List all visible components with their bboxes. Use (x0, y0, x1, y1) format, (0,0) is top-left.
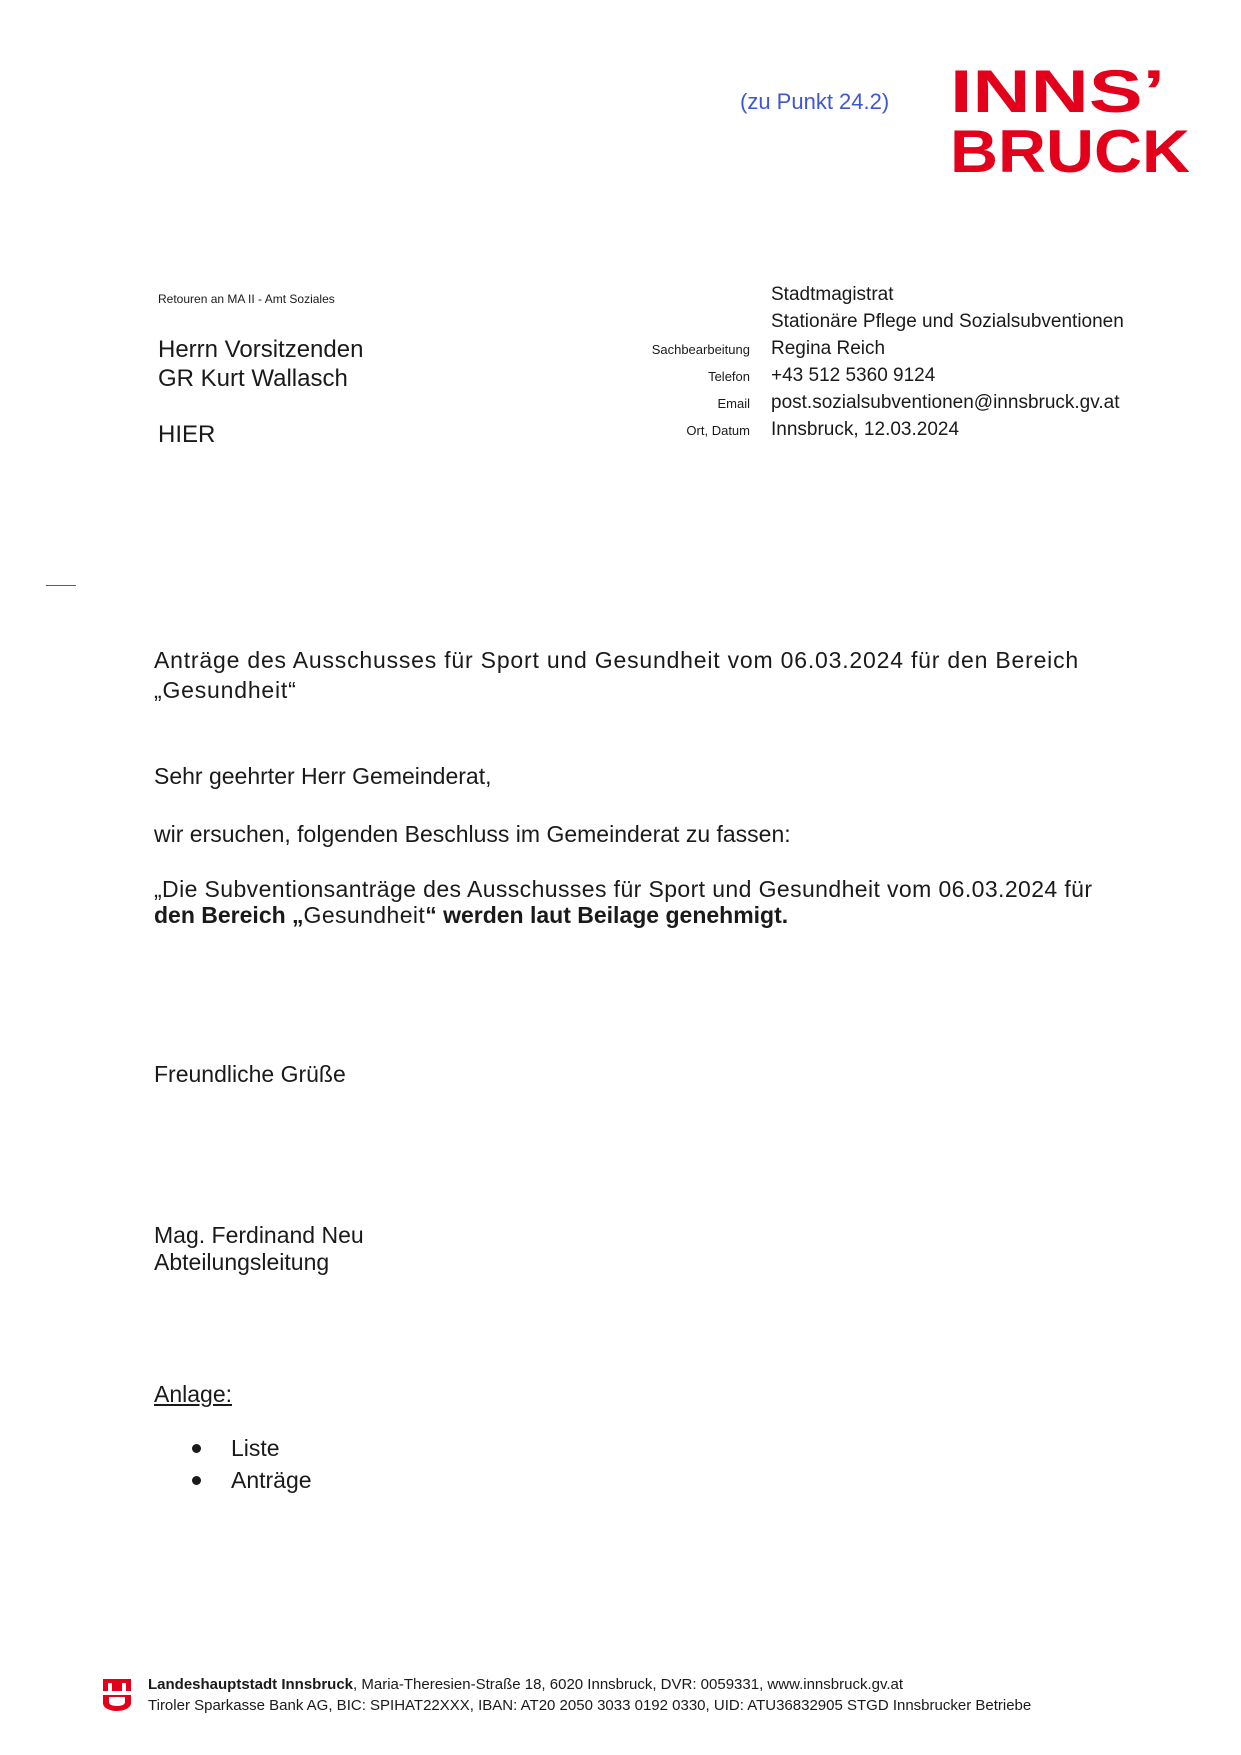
recipient-line-3: HIER (158, 421, 216, 448)
city-emblem-icon (102, 1677, 132, 1713)
resolution-line-2: den Bereich „Gesundheit“ werden laut Beilage genehmigt. (154, 902, 789, 928)
bullet-icon (192, 1476, 201, 1485)
signer-name: Mag. Ferdinand Neu (154, 1222, 364, 1248)
fold-mark (46, 585, 76, 586)
innsbruck-logo (950, 60, 1192, 180)
sender-org: Stadtmagistrat (771, 284, 894, 305)
svg-text:BRUCK: BRUCK (950, 118, 1190, 180)
attachments-list (192, 1432, 312, 1496)
request-text: wir ersuchen, folgenden Beschluss im Gemeinderat zu fassen: (154, 821, 791, 847)
footer-line-2: Tiroler Sparkasse Bank AG, BIC: SPIHAT22XXX, IBAN: AT20 2050 3033 0192 0330, UID: ATU36832905 STGD Innsbrucker Betriebe (148, 1697, 1032, 1714)
salutation: Sehr geehrter Herr Gemeinderat, (154, 763, 492, 789)
sender-department: Stationäre Pflege und Sozialsubventionen (771, 311, 1124, 332)
sender-label-phone: Telefon (708, 369, 750, 384)
sender-label-caseworker: Sachbearbeitung (651, 342, 750, 357)
sender-phone: +43 512 5360 9124 (771, 365, 936, 386)
return-address-line: Retouren an MA II - Amt Soziales (158, 292, 335, 306)
resolution-text (154, 876, 1144, 928)
closing-greeting: Freundliche Grüße (154, 1061, 346, 1087)
recipient-line-2: GR Kurt Wallasch (158, 365, 348, 392)
signature-block (154, 1222, 364, 1276)
attachments-heading: Anlage: (154, 1381, 233, 1407)
recipient-line-1: Herrn Vorsitzenden (158, 336, 364, 363)
sender-label-place-date: Ort, Datum (686, 423, 750, 438)
list-item: Liste (192, 1432, 312, 1464)
sender-block (600, 284, 1200, 446)
svg-text:INNS’: INNS’ (950, 60, 1165, 125)
subject-line-1: Anträge des Ausschusses für Sport und Gesundheit vom 06.03.2024 für den Bereich (154, 647, 1079, 673)
footer-line-1: Landeshauptstadt Innsbruck, Maria-Theresien-Straße 18, 6020 Innsbruck, DVR: 0059331, www.innsbruck.gv.at (148, 1676, 904, 1693)
sender-email: post.sozialsubventionen@innsbruck.gv.at (771, 392, 1120, 413)
footer-info (148, 1674, 1031, 1716)
list-item: Anträge (192, 1464, 312, 1496)
sender-place-date: Innsbruck, 12.03.2024 (771, 419, 960, 440)
resolution-line-1: „Die Subventionsanträge des Ausschusses für Sport und Gesundheit vom 06.03.2024 für (154, 876, 1093, 902)
recipient-address (158, 335, 363, 449)
agenda-reference: (zu Punkt 24.2) (740, 89, 890, 114)
sender-label-email: Email (717, 396, 750, 411)
letter-subject (154, 645, 1134, 705)
subject-line-2: „Gesundheit“ (154, 677, 297, 703)
sender-caseworker: Regina Reich (771, 338, 886, 359)
bullet-icon (192, 1444, 201, 1453)
signer-role: Abteilungsleitung (154, 1249, 330, 1275)
